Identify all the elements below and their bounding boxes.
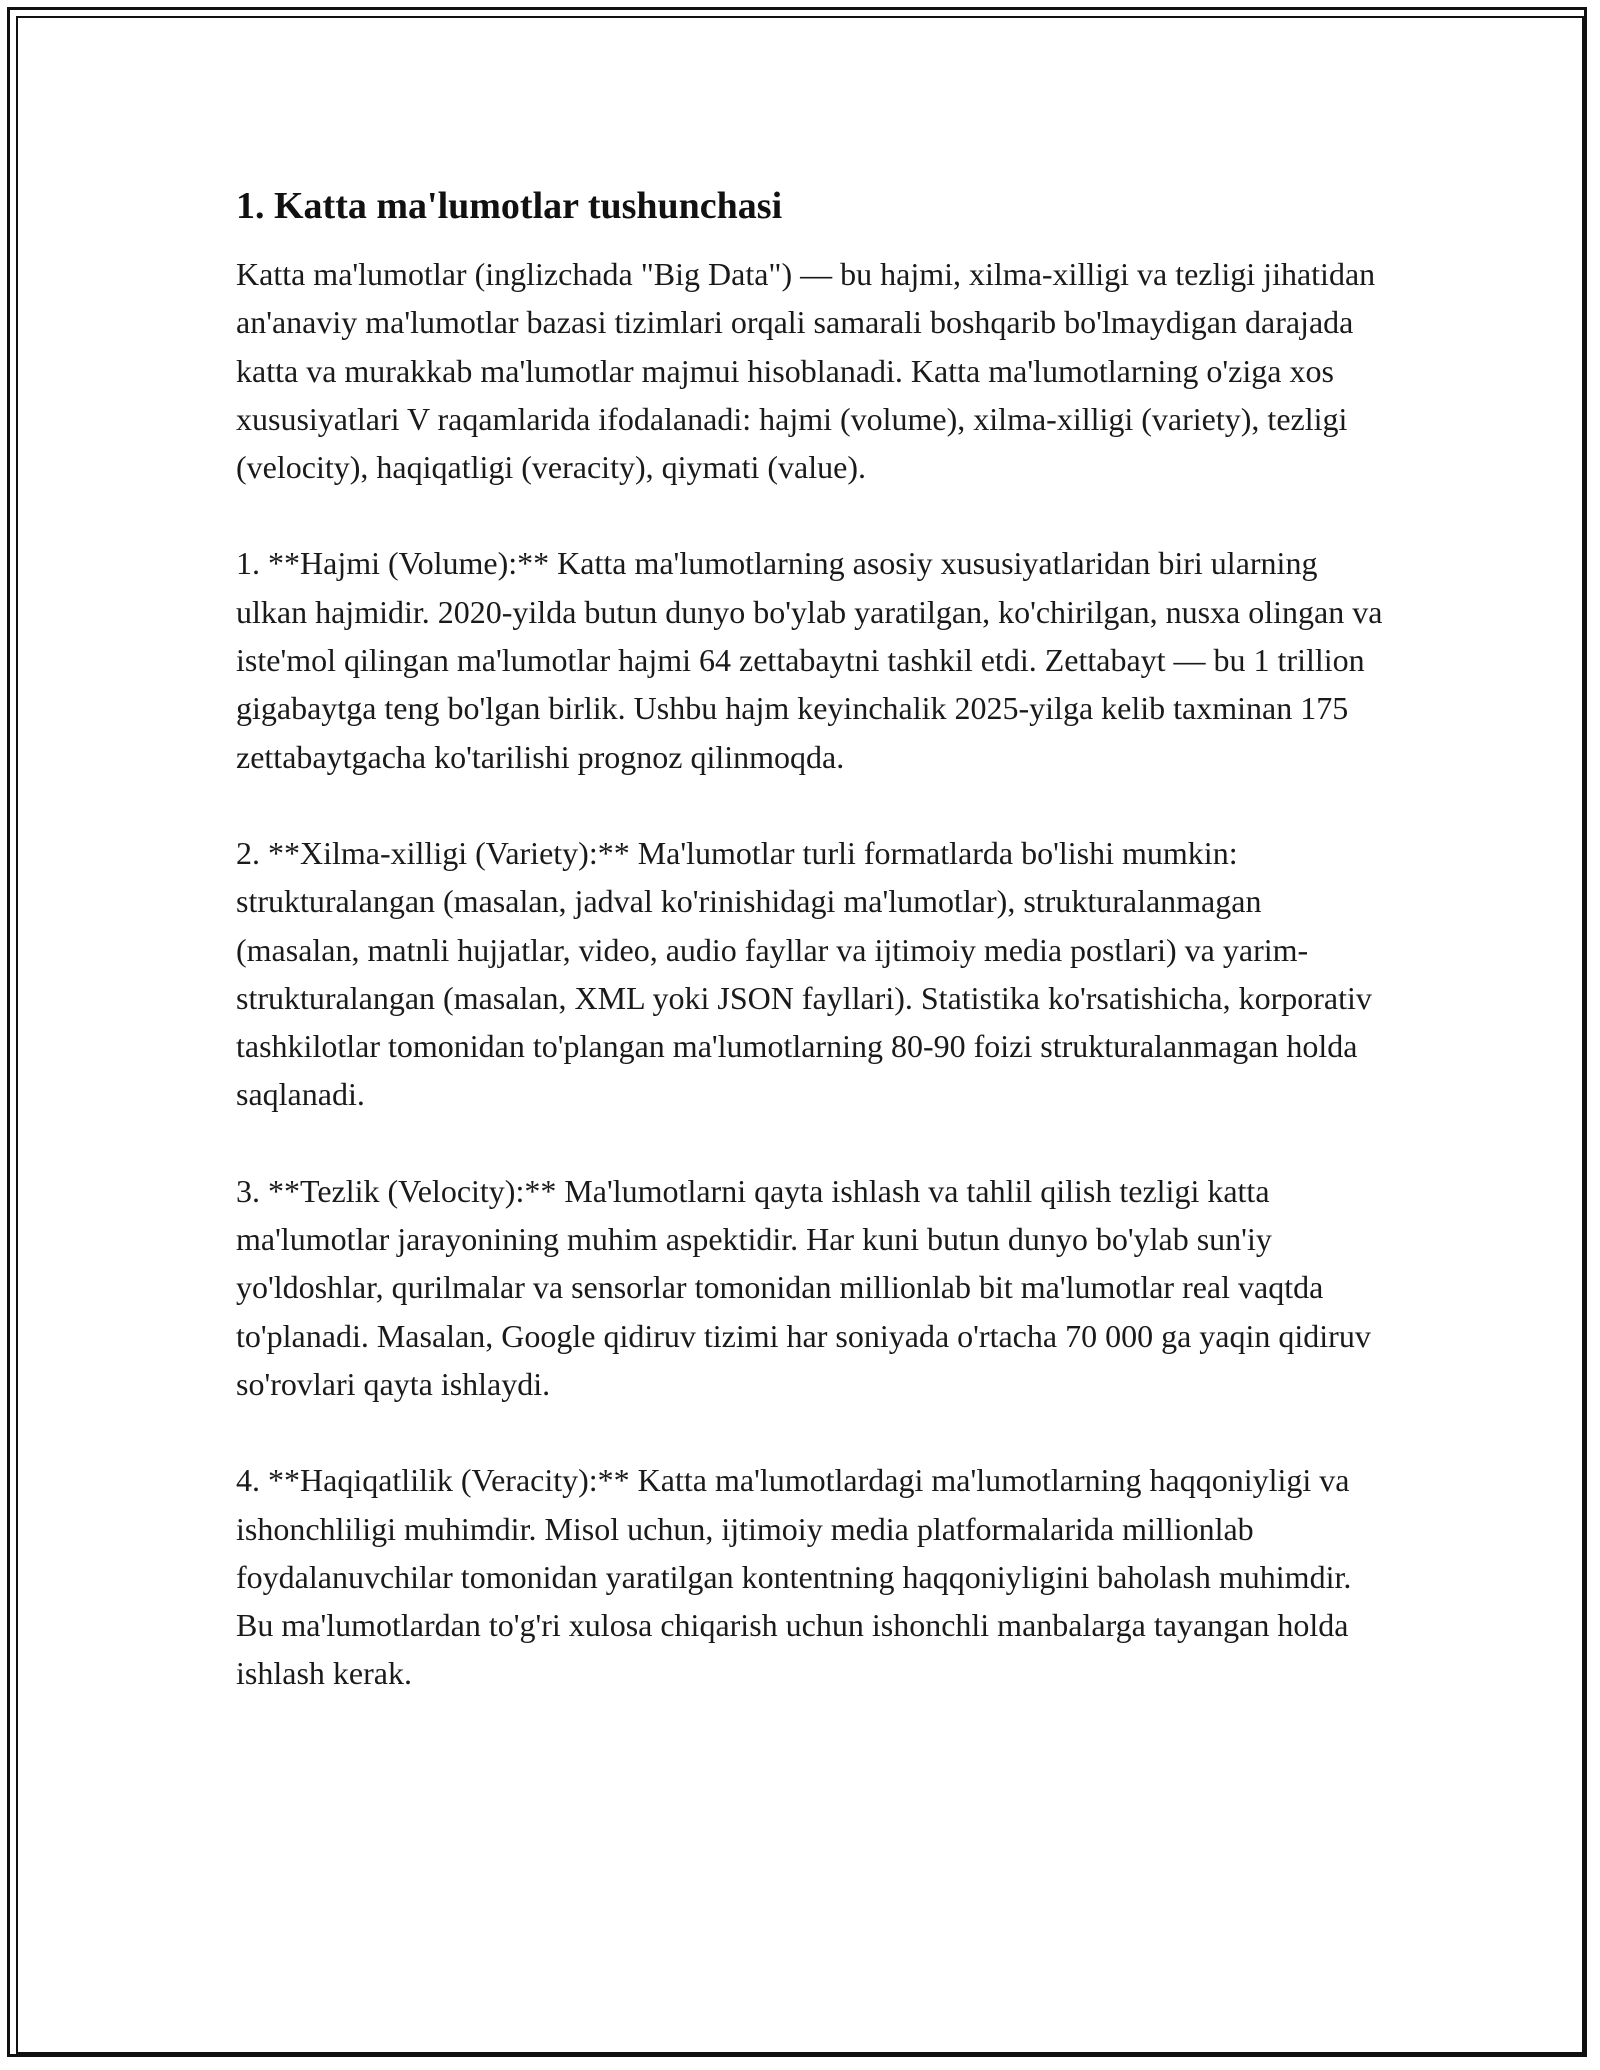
section-heading: 1. Katta ma'lumotlar tushunchasi [236,185,783,227]
intro-paragraph: Katta ma'lumotlar (inglizchada "Big Data") — bu hajmi, xilma-xilligi va tezligi jihatidan an'anaviy ma'lumotlar bazasi tizimlari orqali samarali boshqarib bo'lmaydigan darajada katta va murakkab ma'lumotlar majmui hisoblanadi. Katta ma'lumotlarning o'ziga xos xususiyatlari V raqamlarida ifodalanadi: hajmi (volume), xilma-xilligi (variety), tezligi (velocity), haqiqatligi (veracity), qiymati (value). [236,256,1376,486]
volume-paragraph: 1. **Hajmi (Volume):** Katta ma'lumotlarning asosiy xususiyatlaridan biri ularning ulkan hajmidir. 2020-yilda butun dunyo bo'ylab yaratilgan, ko'chirilgan, nusxa olingan va iste'mol qilingan ma'lumotlar hajmi 64 zettabaytni tashkil etdi. Zettabayt — bu 1 trillion gigabaytga teng bo'lgan birlik. Ushbu hajm keyinchalik 2025-yilga kelib taxminan 175 zettabaytgacha ko'tarilishi prognoz qilinmoqda. [236,545,1383,775]
variety-paragraph: 2. **Xilma-xilligi (Variety):** Ma'lumotlar turli formatlarda bo'lishi mumkin: strukturalangan (masalan, jadval ko'rinishidagi ma'lumotlar), strukturalanmagan (masalan, matnli hujjatlar, video, audio fayllar va ijtimoiy media postlari) va yarim-strukturalangan (masalan, XML yoki JSON fayllari). Statistika ko'rsatishicha, korporativ tashkilotlar tomonidan to'plangan ma'lumotlarning 80-90 foizi strukturalanmagan holda saqlanadi. [236,834,1372,1113]
document-body [236,180,1386,1746]
veracity-paragraph: 4. **Haqiqatlilik (Veracity):** Katta ma'lumotlardagi ma'lumotlarning haqqoniyligi va ishonchliligi muhimdir. Misol uchun, ijtimoiy media platformalarida millionlab foydalanuvchilar tomonidan yaratilgan kontentning haqqoniyligini baholash muhimdir. Bu ma'lumotlardan to'g'ri xulosa chiqarish uchun ishonchli manbalarga tayangan holda ishlash kerak. [236,1462,1352,1692]
velocity-paragraph: 3. **Tezlik (Velocity):** Ma'lumotlarni qayta ishlash va tahlil qilish tezligi katta ma'lumotlar jarayonining muhim aspektidir. Har kuni butun dunyo bo'ylab sun'iy yo'ldoshlar, qurilmalar va sensorlar tomonidan millionlab bit ma'lumotlar real vaqtda to'planadi. Masalan, Google qidiruv tizimi har soniyada o'rtacha 70 000 ga yaqin qidiruv so'rovlari qayta ishlaydi. [236,1172,1371,1402]
